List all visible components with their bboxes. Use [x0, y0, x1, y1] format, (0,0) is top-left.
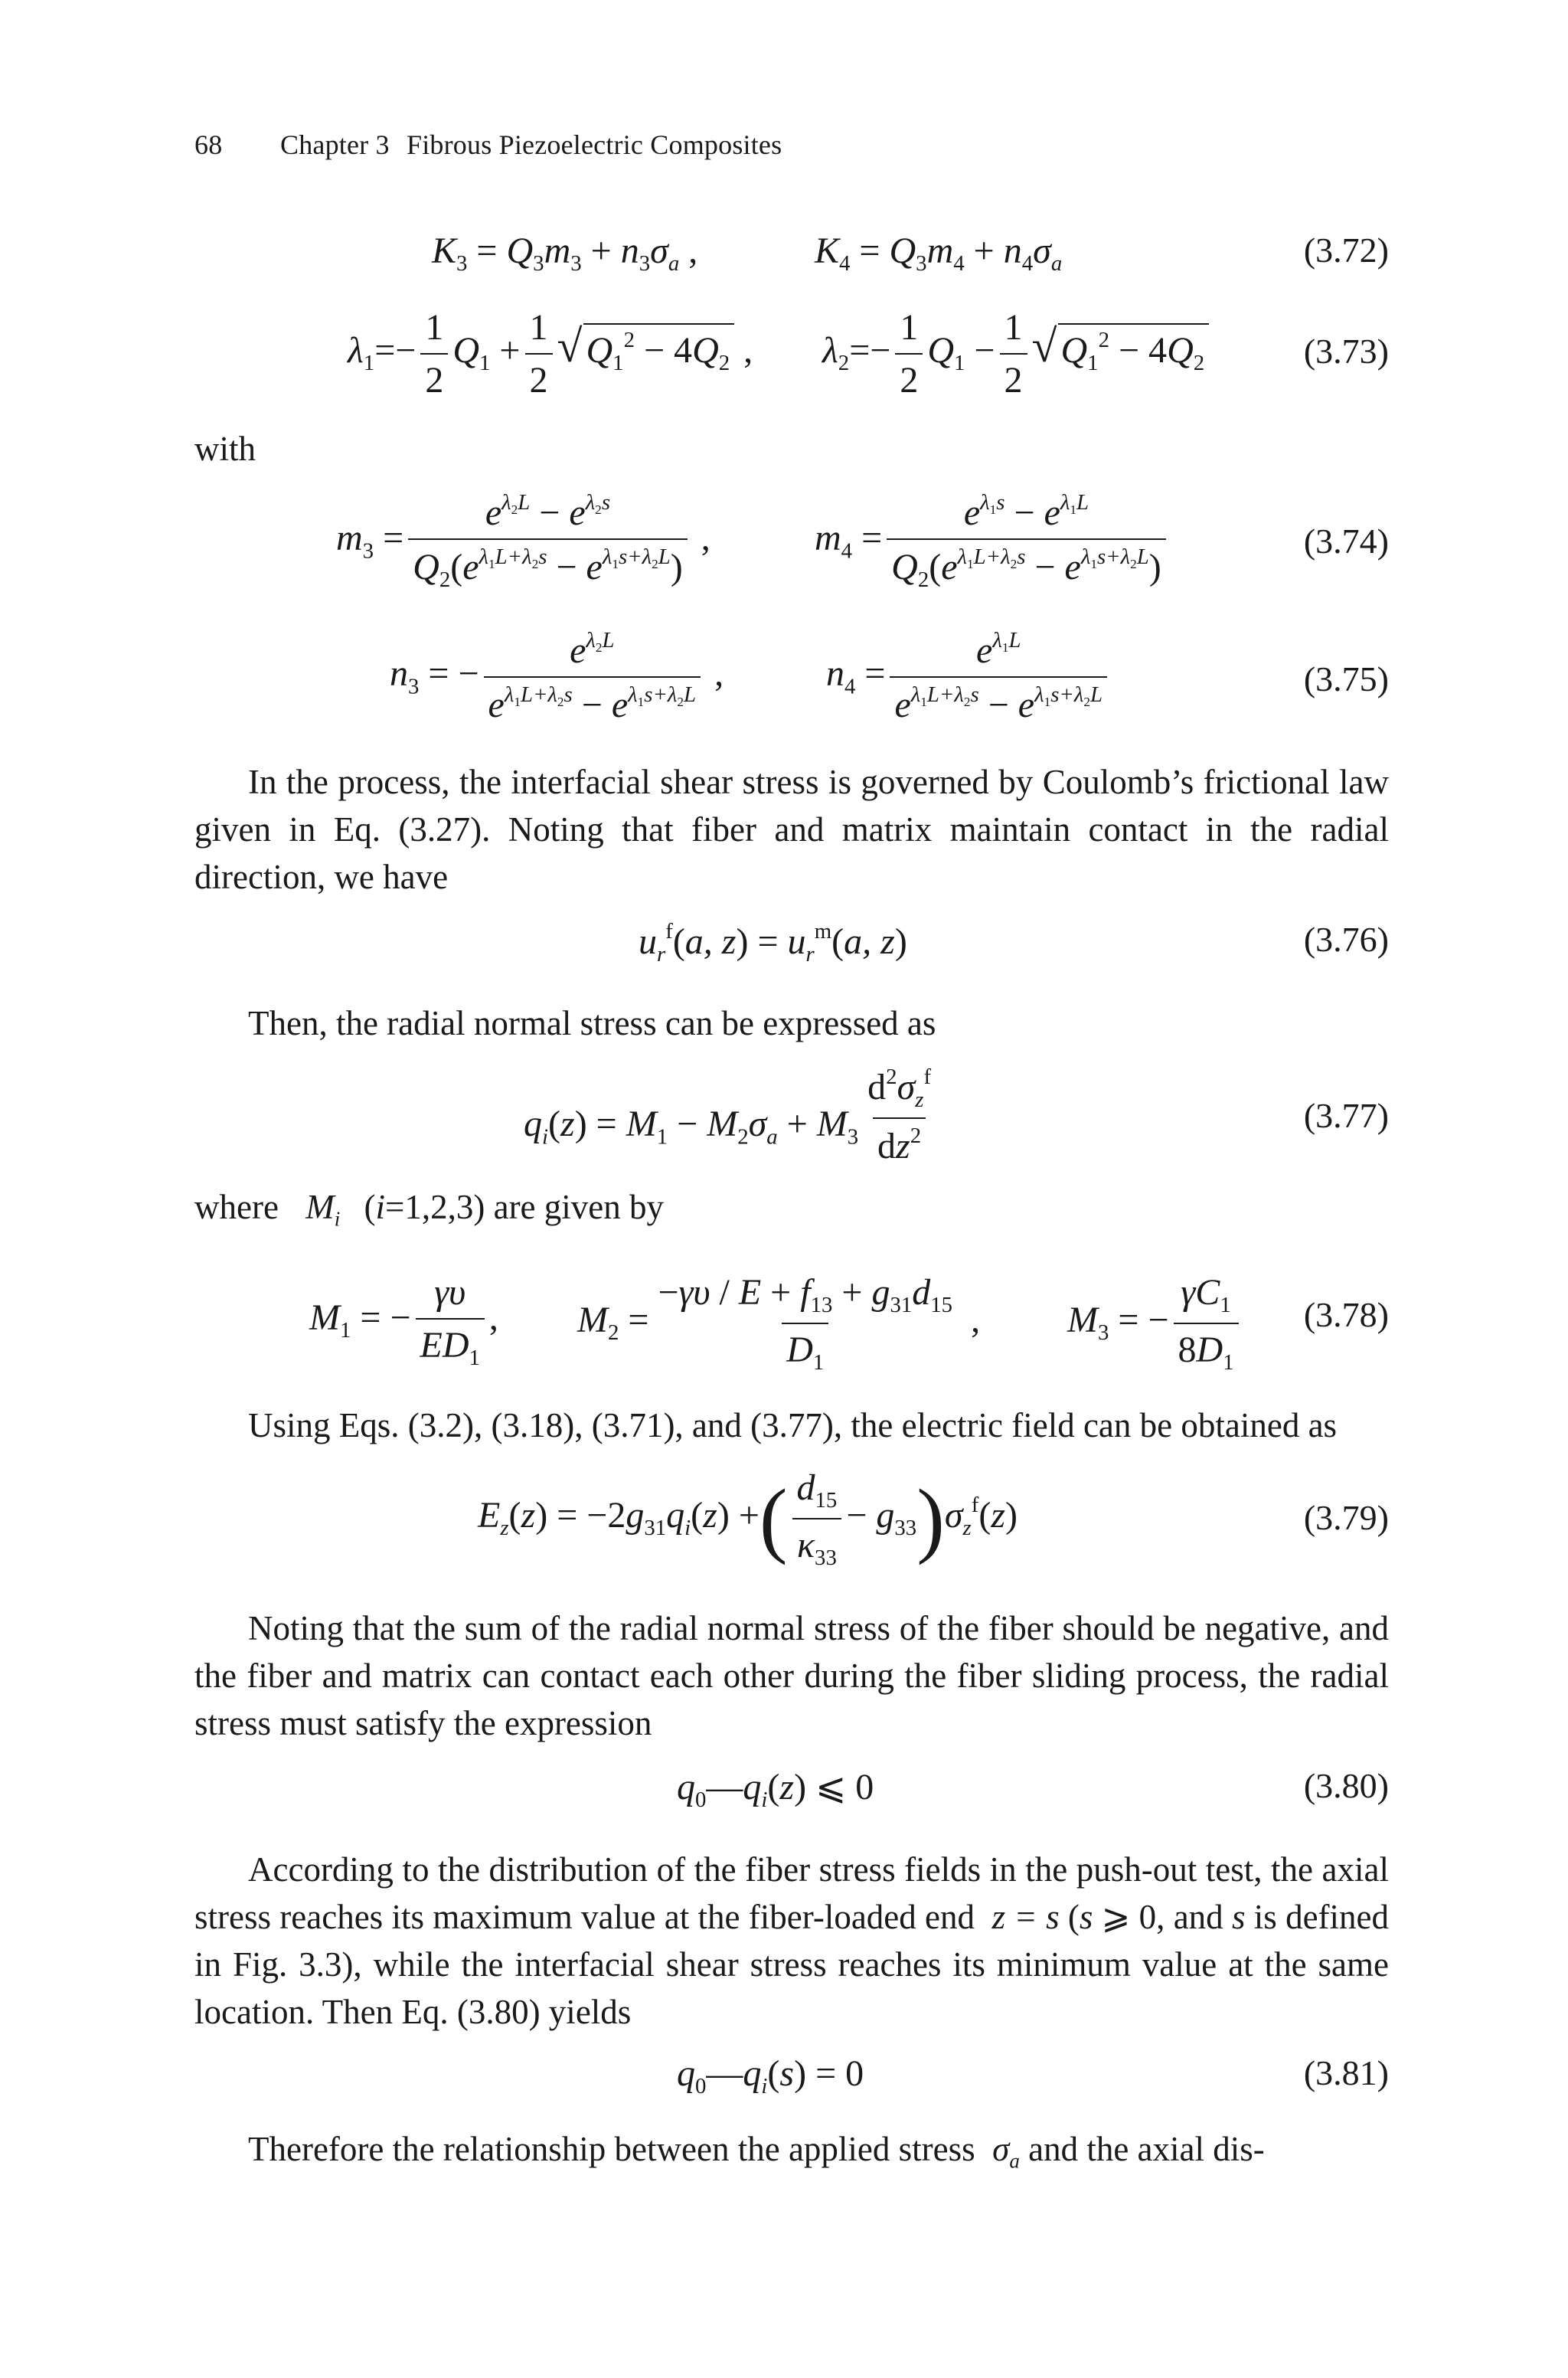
equation-3-78: $M_1$ = − $\frac{\gamma\upsilon}{ED_1}$ , $M_2$ = $\frac{-\gamma\upsilon / E + f_{13} + g_{31}d_{15}}{D_1}$ , $M_3$ = − $\frac{\gamma C_1}{8D_1}$ (3.78)	[309, 1272, 1389, 1375]
paragraph-sum-radial: Noting that the sum of the radial normal stress of the fiber should be negative, and the fiber and matrix can contact each other during the fiber sliding process, the radial stress must satisfy the expression	[194, 1609, 1389, 1742]
equation-3-76: $u_r^f(a$, $z) = u_r^m(a$, z) (3.76)	[639, 919, 1389, 967]
where-suffix: are given by	[493, 1188, 665, 1226]
where-prefix: where	[194, 1188, 279, 1226]
page-number: 68	[194, 129, 223, 160]
equation-3-79: $E_z(z) = -2g_{31}q_i(z)$ +( $\frac{d_{15}}{\kappa_{33}}$ − $g_{33})\sigma_z^f(z)$ (3.79)	[478, 1467, 1389, 1571]
equation-3-81: $q_0—q_i(s) = 0$ (3.81)	[677, 2053, 1389, 2099]
push-out-text-b: , and	[1156, 1898, 1223, 1936]
equation-number: (3.75)	[1303, 659, 1389, 698]
running-header	[194, 129, 782, 161]
push-out-text-c: is defined in Fig. 3.3), while the interfacial shear stress reaches its minimum value at the same location. Then Eq. (3.80) yields	[194, 1898, 1390, 2031]
equation-3-74: $m_3$ = $\frac{e^{\lambda_2L} - e^{\lambda_2s}}{Q_2(e^{\lambda_1L+\lambda_2s} - e^{\lambda_1s+\lambda_2L})}$ , $m_4$ = $\frac{e^{\lambda_1s} - e^{\lambda_1L}}{Q_2(e^{\lambda_1L+\lambda_2s} - e^{\lambda_1s+\lambda_2L})}$ (3.74)	[336, 490, 1389, 593]
paragraph-therefore: Therefore the relationship between the applied stress $\sigma_a$ and the axial dis-	[248, 2130, 1265, 2173]
equation-number: (3.74)	[1303, 522, 1389, 561]
paragraph-push-out: According to the distribution of the fiber stress fields in the push-out test, the axial stress reaches its maximum value at the fiber-loaded end z = s (s ⩾ 0, and s is defined in Fig. 3.3), while the interfacial shear stress reaches its minimum value at the same location. Then Eq. (3.80) yields	[194, 1850, 1390, 2031]
paragraph-coulomb: In the process, the interfacial shear stress is governed by Coulomb’s frictional law given in Eq. (3.27). Noting that fiber and matrix maintain contact in the radial direction, we have	[194, 763, 1389, 896]
equation-3-77: $q_i(z) = M_1 - M_2\sigma_a + M_3$ $\frac{d^2\sigma_z^f}{dz^2}$ (3.77)	[524, 1065, 1389, 1167]
equation-3-72: $K_3 = Q_3m_3 + n_3\sigma_a$ , $K_4 = Q_3m_4 + n_4\sigma_a$ (3.72)	[432, 231, 1389, 276]
chapter-title: Fibrous Piezoelectric Composites	[407, 129, 782, 160]
push-out-text-a: According to the distribution of the fiber stress fields in the push-out test, the axial stress reaches its maximum value at the fiber-loaded end	[194, 1850, 1389, 1936]
label-with: with	[194, 430, 256, 468]
equation-number: (3.79)	[1303, 1498, 1389, 1537]
equation-number: (3.77)	[1303, 1096, 1389, 1135]
equation-number: (3.81)	[1303, 2053, 1389, 2092]
equation-number: (3.72)	[1303, 231, 1389, 270]
therefore-text-b: and the axial dis-	[1028, 2130, 1265, 2168]
equation-3-73: $\lambda_1=-$ $\frac{1}{2}$ $Q_1$ + $\frac{1}{2}$ √ $Q_1^2 - 4Q_2$ , $\lambda_2=-$ $\frac{1}{2}$ $Q_1$ − $\frac{1}{2}$ √ $Q_1^2 - 4Q_2$ (3.73)	[194, 306, 1389, 406]
equation-number: (3.76)	[1303, 920, 1389, 959]
equation-number: (3.73)	[1303, 332, 1389, 371]
therefore-text-a: Therefore the relationship between the applied stress	[248, 2130, 975, 2168]
where-line: where $M_i$ (i=1,2,3) are given by	[194, 1188, 665, 1231]
paragraph-radial-stress: Then, the radial normal stress can be expressed as	[248, 1004, 936, 1042]
paragraph-electric-field: Using Eqs. (3.2), (3.18), (3.71), and (3.77), the electric field can be obtained as	[248, 1406, 1338, 1444]
equation-number: (3.78)	[1303, 1295, 1389, 1334]
equation-number: (3.80)	[1303, 1766, 1389, 1805]
equation-3-75: $n_3$ = − $\frac{e^{\lambda_2L}}{e^{\lambda_1L+\lambda_2s} - e^{\lambda_1s+\lambda_2L}}$ , $n_4$ = $\frac{e^{\lambda_1L}}{e^{\lambda_1L+\lambda_2s} - e^{\lambda_1s+\lambda_2L}}$ (3.75)	[390, 628, 1389, 726]
equation-3-80: $q_0—q_i(z)$ ⩽ 0 (3.80)	[677, 1766, 1389, 1813]
chapter-label: Chapter 3	[280, 129, 390, 160]
